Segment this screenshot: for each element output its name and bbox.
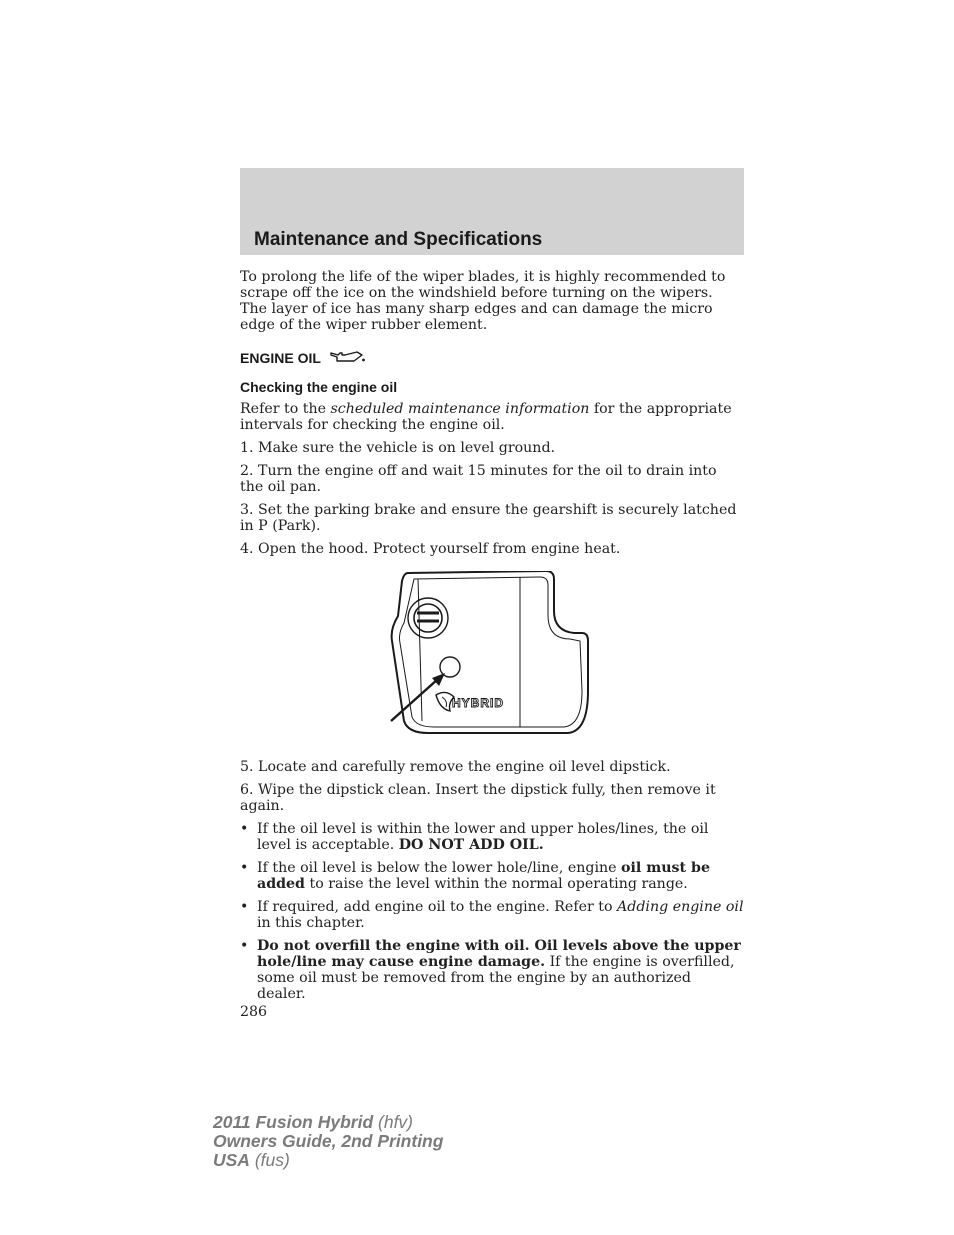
bullet-item: • If required, add engine oil to the engine. Refer to Adding engine oil in this chapter. (240, 899, 744, 931)
page-number: 286 (240, 1004, 268, 1020)
footer-line-2: Owners Guide, 2nd Printing (213, 1131, 444, 1151)
step-5: 5. Locate and carefully remove the engine oil level dipstick. (240, 759, 671, 775)
step-1: 1. Make sure the vehicle is on level ground. (240, 440, 556, 456)
engine-cover-illustration (240, 571, 744, 751)
bullet-item: • If the oil level is below the lower hole/line, engine oil must be added to raise the level within the normal operating range. (240, 860, 710, 892)
bullet-item: • If the oil level is within the lower and upper holes/lines, the oil level is acceptable. DO NOT ADD OIL. (240, 821, 709, 853)
refer-paragraph: Refer to the scheduled maintenance information for the appropriate intervals for checking the engine oil. (240, 401, 732, 433)
engine-oil-heading (240, 349, 744, 367)
step-6: 6. Wipe the dipstick clean. Insert the dipstick fully, then remove it again. (240, 782, 716, 814)
intro-paragraph: To prolong the life of the wiper blades, it is highly recommended to scrape off the ice on the windshield before turning on the wipers. The layer of ice has many sharp edges and can damage the micro edge of the wiper rubber element. (240, 269, 726, 333)
section-title: Maintenance and Specifications (254, 229, 543, 250)
step-3: 3. Set the parking brake and ensure the gearshift is securely latched in P (Park). (240, 502, 737, 534)
footer-line-1: 2011 Fusion Hybrid (hfv) (213, 1112, 414, 1132)
footer-line-3: USA (fus) (213, 1150, 290, 1170)
page-content (240, 269, 744, 1020)
hybrid-badge: HYBRID (452, 696, 505, 710)
section-header-band (240, 168, 744, 255)
bullet-item: • Do not overfill the engine with oil. Oil levels above the upper hole/line may cause engine damage. If the engine is overfilled, some oil must be removed from the engine by an authorized dealer. (240, 938, 741, 1002)
oil-level-bullets (240, 821, 744, 1002)
scheduled-maintenance-ref: scheduled maintenance information (330, 401, 590, 417)
step-4: 4. Open the hood. Protect yourself from engine heat. (240, 541, 621, 557)
engine-cover-drawing (388, 571, 590, 751)
oil-can-icon (329, 350, 365, 367)
engine-oil-heading-text: ENGINE OIL (240, 350, 321, 366)
document-footer (213, 1113, 443, 1170)
adding-engine-oil-ref: Adding engine oil (617, 899, 744, 915)
step-2: 2. Turn the engine off and wait 15 minutes for the oil to drain into the oil pan. (240, 463, 717, 495)
checking-oil-subheading: Checking the engine oil (240, 379, 398, 395)
